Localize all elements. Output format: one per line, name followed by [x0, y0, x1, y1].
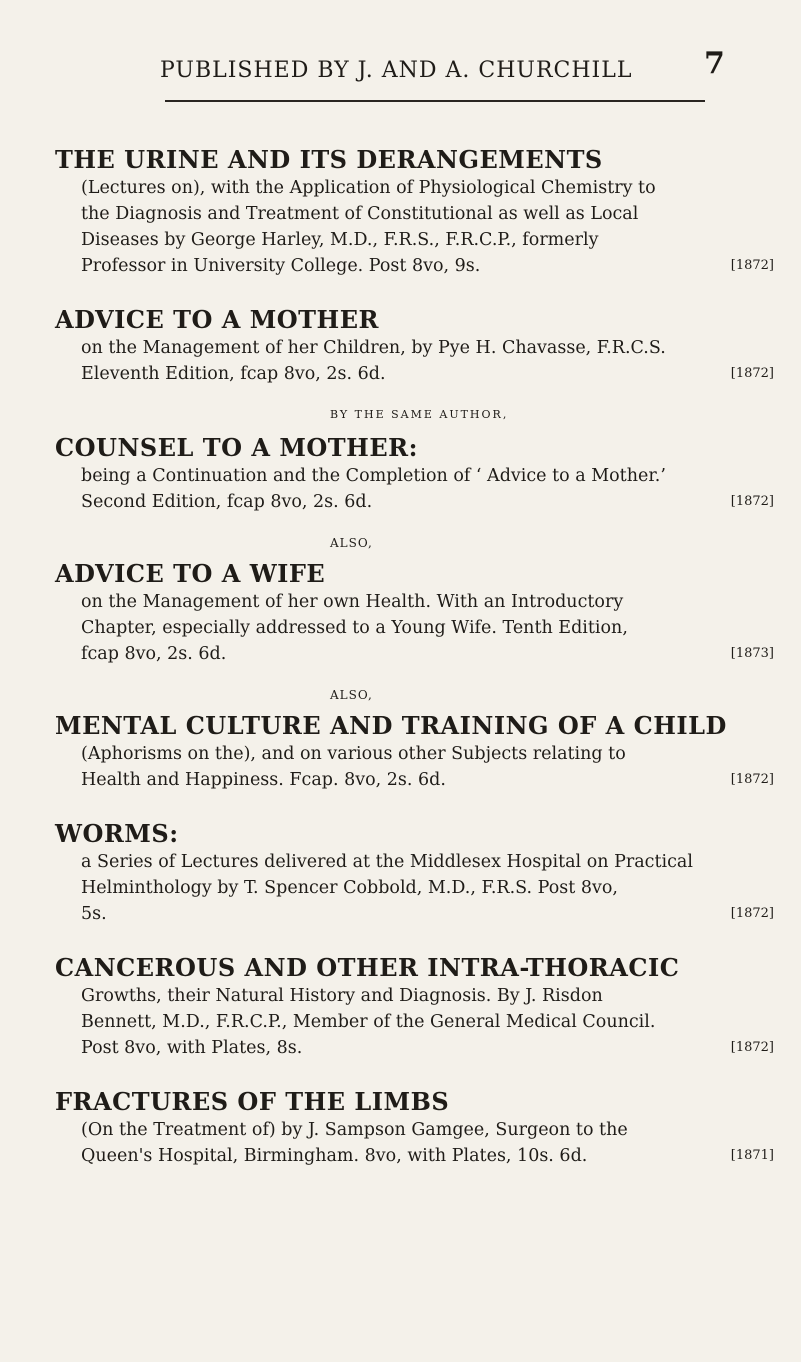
- publication-year: [1872]: [730, 906, 774, 921]
- entry-subhead: BY THE SAME AUTHOR,: [330, 408, 509, 421]
- publication-year: [1872]: [730, 366, 774, 381]
- catalogue-entry: [55, 819, 774, 927]
- publication-year: [1872]: [730, 258, 774, 273]
- publication-year: [1872]: [730, 772, 774, 787]
- entry-title: ADVICE TO A MOTHER: [55, 305, 379, 334]
- entry-line: the Diagnosis and Treatment of Constitutional as well as Local: [81, 204, 639, 224]
- entry-line: (On the Treatment of) by J. Sampson Gamgee, Surgeon to the: [81, 1120, 628, 1140]
- entry-line: [81, 767, 774, 793]
- entry-line: Chapter, especially addressed to a Young Wife. Tenth Edition,: [81, 618, 628, 638]
- publication-year: [1872]: [730, 494, 774, 509]
- running-header: [0, 46, 801, 98]
- entry-line: Growths, their Natural History and Diagnosis. By J. Risdon: [81, 986, 603, 1006]
- publication-year: [1871]: [730, 1148, 774, 1163]
- entry-subhead: ALSO,: [330, 688, 373, 702]
- entry-line: [81, 1035, 774, 1061]
- entry-line: a Series of Lectures delivered at the Middlesex Hospital on Practical: [81, 852, 693, 872]
- catalogue-entries: [55, 145, 774, 1195]
- header-title: PUBLISHED BY J. AND A. CHURCHILL: [160, 58, 633, 83]
- entry-title: WORMS:: [55, 819, 179, 848]
- entry-line: [81, 489, 774, 515]
- entry-line: Diseases by George Harley, M.D., F.R.S., F.R.C.P., formerly: [81, 230, 599, 250]
- entry-line: (Lectures on), with the Application of Physiological Chemistry to: [81, 178, 656, 198]
- entry-title: MENTAL CULTURE AND TRAINING OF A CHILD: [55, 711, 727, 740]
- entry-title: FRACTURES OF THE LIMBS: [55, 1087, 450, 1116]
- catalogue-entry: [55, 535, 774, 667]
- entry-line: being a Continuation and the Completion of ‘ Advice to a Mother.’: [81, 466, 666, 486]
- entry-line-text: Post 8vo, with Plates, 8s.: [81, 1038, 303, 1058]
- entry-line: [81, 1143, 774, 1169]
- entry-description: [55, 983, 774, 1061]
- entry-line-text: fcap 8vo, 2s. 6d.: [81, 644, 227, 664]
- publication-year: [1873]: [730, 646, 774, 661]
- entry-line: Bennett, M.D., F.R.C.P., Member of the General Medical Council.: [81, 1012, 656, 1032]
- entry-line-text: 5s.: [81, 904, 107, 924]
- entry-description: [55, 589, 774, 667]
- entry-title: THE URINE AND ITS DERANGEMENTS: [55, 145, 603, 174]
- entry-line: on the Management of her own Health. With an Introductory: [81, 592, 624, 612]
- catalogue-entry: [55, 953, 774, 1061]
- header-rule: [165, 100, 705, 102]
- page-number: 7: [704, 46, 725, 81]
- entry-line: [81, 901, 774, 927]
- catalogue-entry: [55, 1087, 774, 1169]
- entry-line-text: Health and Happiness. Fcap. 8vo, 2s. 6d.: [81, 770, 446, 790]
- catalogue-entry: [55, 305, 774, 387]
- catalogue-entry: [55, 407, 774, 515]
- publication-year: [1872]: [730, 1040, 774, 1055]
- entry-description: [55, 849, 774, 927]
- entry-title: CANCEROUS AND OTHER INTRA-THORACIC: [55, 953, 680, 982]
- entry-description: [55, 335, 774, 387]
- entry-line-text: Professor in University College. Post 8vo, 9s.: [81, 256, 481, 276]
- entry-title: COUNSEL TO A MOTHER:: [55, 433, 418, 462]
- catalogue-entry: [55, 145, 774, 279]
- entry-description: [55, 1117, 774, 1169]
- entry-title: ADVICE TO A WIFE: [55, 559, 326, 588]
- entry-description: [55, 175, 774, 279]
- entry-description: [55, 463, 774, 515]
- entry-line-text: Eleventh Edition, fcap 8vo, 2s. 6d.: [81, 364, 386, 384]
- catalogue-entry: [55, 687, 774, 793]
- entry-line: [81, 361, 774, 387]
- entry-line: [81, 253, 774, 279]
- entry-line-text: Queen's Hospital, Birmingham. 8vo, with Plates, 10s. 6d.: [81, 1146, 588, 1166]
- entry-line-text: Second Edition, fcap 8vo, 2s. 6d.: [81, 492, 373, 512]
- entry-line: Helminthology by T. Spencer Cobbold, M.D., F.R.S. Post 8vo,: [81, 878, 618, 898]
- entry-subhead: ALSO,: [330, 536, 373, 550]
- entry-line: [81, 641, 774, 667]
- entry-description: [55, 741, 774, 793]
- entry-line: (Aphorisms on the), and on various other Subjects relating to: [81, 744, 626, 764]
- entry-line: on the Management of her Children, by Pye H. Chavasse, F.R.C.S.: [81, 338, 666, 358]
